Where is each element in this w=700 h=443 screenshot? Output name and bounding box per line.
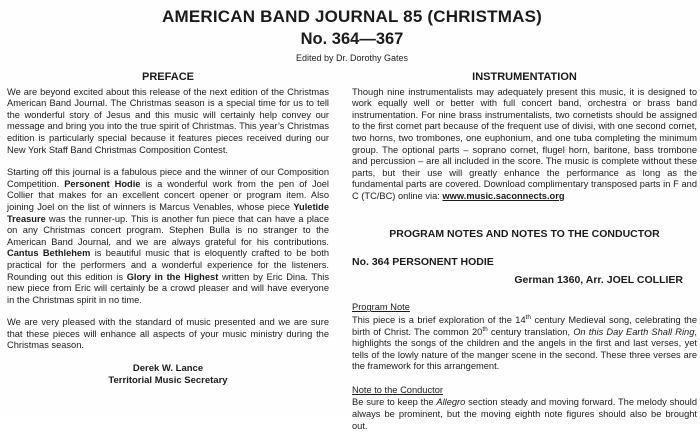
signature-title: Territorial Music Secretary xyxy=(108,375,228,387)
signature-block xyxy=(7,363,329,387)
preface-section xyxy=(7,70,329,443)
program-note-paragraph xyxy=(352,315,697,373)
document-header xyxy=(7,7,697,63)
conductor-note-heading: Note to the Conductor xyxy=(352,384,443,395)
text-segment: th xyxy=(525,313,532,321)
text-segment: Glory in the Highest xyxy=(126,271,219,282)
text-segment: century translation, xyxy=(487,326,574,337)
text-segment: We are beyond excited about this release of the next edition of the Christmas American Band Journal. The Christmas season is a special time for us to tell the wonderful story of Jesus and this music will certainly help convey our message and bring you into the true spirit of Christmas. This year’s Christmas edition is particularly special because it features pieces received during our New York Staff Band Christmas Composition Contest. xyxy=(7,86,329,155)
program-note-heading: Program Note xyxy=(352,302,410,313)
instrumentation-section xyxy=(352,70,697,443)
piece-title: No. 364 PERSONENT HODIE xyxy=(352,256,494,269)
preface-paragraph-1 xyxy=(7,87,329,157)
text-segment: This piece is a brief exploration of the 14 xyxy=(352,314,526,325)
conductor-note-paragraph xyxy=(352,397,697,432)
text-segment: is beautiful music that is eloquently crafted to be both practical for the performers and a wonderful experience for the listeners. Rounding out this edition is xyxy=(7,248,330,282)
text-segment: Yuletide Treasure xyxy=(7,201,329,224)
text-segment: On this Day Earth Shall Ring xyxy=(573,326,695,337)
preface-paragraph-3 xyxy=(7,317,329,352)
page-title: AMERICAN BAND JOURNAL 85 (CHRISTMAS) xyxy=(162,7,542,26)
text-segment: th xyxy=(482,325,488,333)
preface-heading: PREFACE xyxy=(142,71,194,83)
website-link[interactable]: www.music.saconnects.org xyxy=(442,190,565,201)
text-segment: Though nine instrumentalists may adequately present this music, it is designed to work equally well or better with full concert band, orchestra or brass band instrumentation. For nine brass instrumentalists, two cornetists should be assigned to the first cornet part because of the frequent use of divisi, with one second cornet, two horns, two trombones, one euphonium, and one tuba completing the minimum group. The optional parts – soprano cornet, flugel horn, baritone, bass trombone and percussion – are all included in the score. The music is complete without these parts, but their use will greatly enhance the performance as long as the fundamental parts are covered. Download complimentary transposed parts in F and C (TC/BC) online via: xyxy=(352,86,697,201)
text-segment: Allegro xyxy=(436,397,466,408)
two-column-body xyxy=(7,70,697,443)
text-segment: Personent Hodie xyxy=(64,178,141,189)
signature-name: Derek W. Lance xyxy=(132,363,204,375)
text-segment: section steady and moving forward. The melody should always be prominent, but the moving eighth note figures should also be brought out. xyxy=(352,397,697,431)
preface-paragraph-2 xyxy=(7,167,329,306)
text-segment: We are very pleased with the standard of music presented and we are sure that these pieces will enhance all aspects of your music ministry during the Christmas season. xyxy=(7,317,329,351)
text-segment: is a wonderful work from the pen of Joel Collier that makes for an excellent concert opener or program item. Also joining Joel on the list of winners is Marcus Venables, whose piece xyxy=(7,178,329,212)
program-notes-heading: PROGRAM NOTES AND NOTES TO THE CONDUCTOR xyxy=(389,227,660,240)
text-segment: Cantus Bethlehem xyxy=(7,248,91,259)
edited-by-line: Edited by Dr. Dorothy Gates xyxy=(295,53,409,63)
text-segment: century Medieval song, celebrating the birth of Christ. The common 20 xyxy=(352,314,697,337)
text-segment: , highlights the songs of the children and the angels in the first and last verses, yet tells of the lowly nature of the manger scene in the second. These three verses are the framework for this arrangement. xyxy=(352,326,697,372)
text-segment: written by Eric Dina. This new piece from Eric will certainly be a crowd pleaser and will have everyone in the Christmas spirit in no time. xyxy=(7,271,329,305)
piece-credit: German 1360, Arr. JOEL COLLIER xyxy=(514,273,683,286)
text-segment: Be sure to keep the xyxy=(352,397,437,408)
instrumentation-paragraph xyxy=(352,87,697,203)
page-subtitle: No. 364—367 xyxy=(300,30,404,48)
text-segment: Starting off this journal is a fabulous piece and the winner of our Composition Competition. xyxy=(7,167,329,189)
instrumentation-heading: INSTRUMENTATION xyxy=(472,71,577,83)
text-segment: was the runner-up. This is another fun piece that can have a place on any Christmas concert program. Stephen Bulla is no stranger to the American Band Journal, and we are always grateful for his contributions. xyxy=(7,213,329,247)
